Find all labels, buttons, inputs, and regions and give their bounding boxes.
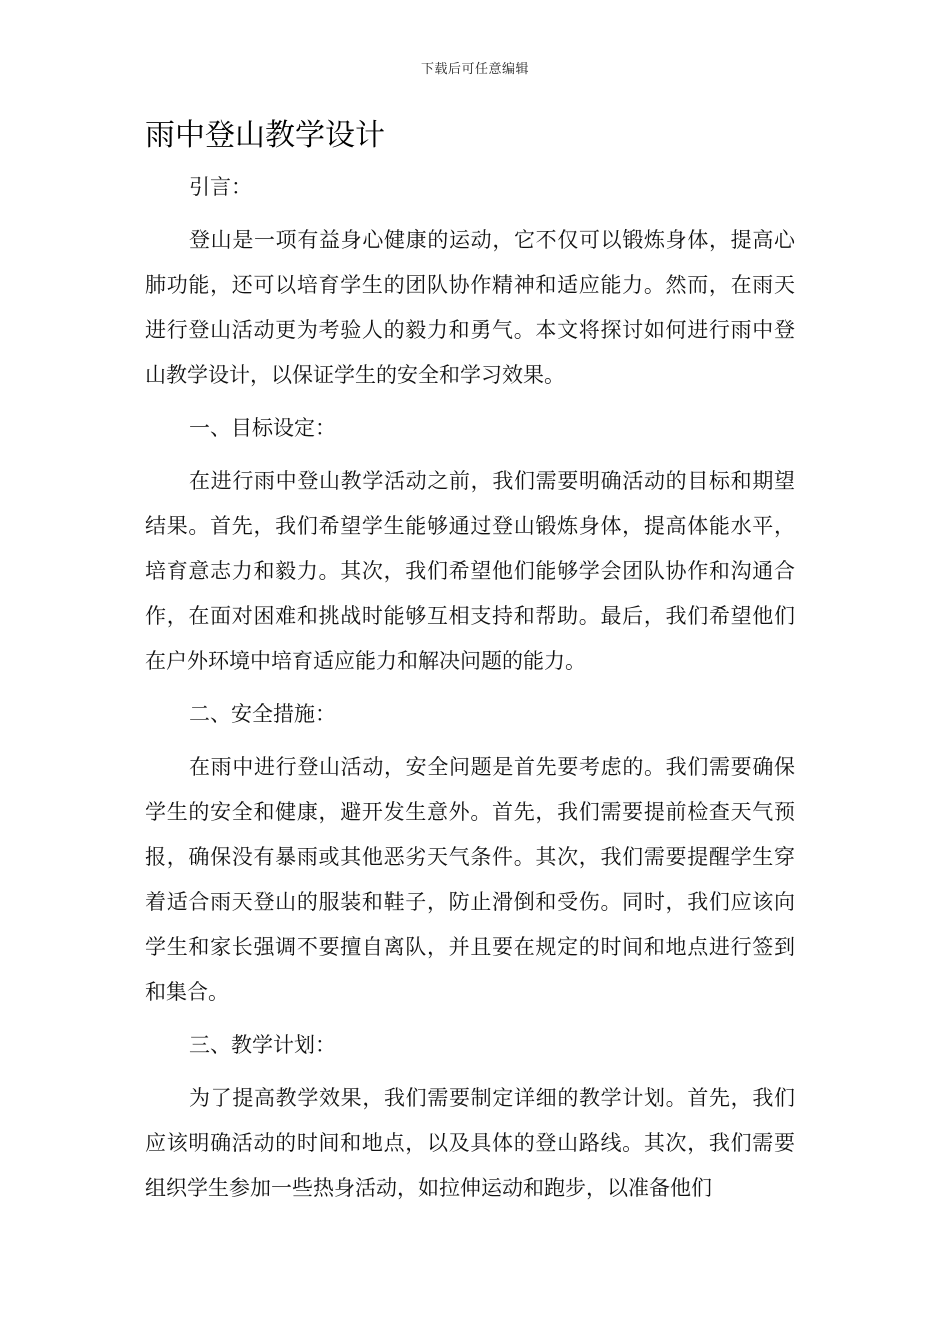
header-note: 下载后可任意编辑 bbox=[420, 62, 529, 77]
section-paragraph-goals: 在进行雨中登山教学活动之前，我们需要明确活动的目标和期望结果。首先，我们希望学生能够通过登山锻炼身体，提高体能水平，培育意志力和毅力。其次，我们希望他们能够学会团队协作和沟通合作，在面对困难和挑战时能够互相支持和帮助。最后，我们希望他们在户外环境中培育适应能力和解决问题的能力。 bbox=[145, 469, 795, 673]
section-paragraph-safety: 在雨中进行登山活动，安全问题是首先要考虑的。我们需要确保学生的安全和健康，避开发生意外。首先，我们需要提前检查天气预报，确保没有暴雨或其他恶劣天气条件。其次，我们需要提醒学生穿着适合雨天登山的服装和鞋子，防止滑倒和受伤。同时，我们应该向学生和家长强调不要擅自离队，并且要在规定的时间和地点进行签到和集合。 bbox=[145, 755, 795, 1004]
section-heading-goals: 一、目标设定： bbox=[189, 416, 336, 440]
section-heading-safety: 二、安全措施： bbox=[189, 702, 336, 726]
section-paragraph-plan: 为了提高教学效果，我们需要制定详细的教学计划。首先，我们应该明确活动的时间和地点，以及具体的登山路线。其次，我们需要组织学生参加一些热身活动，如拉伸运动和跑步，以准备他们 bbox=[145, 1086, 795, 1200]
document-body bbox=[145, 165, 795, 1219]
intro-label: 引言： bbox=[189, 175, 252, 199]
document-title: 雨中登山教学设计 bbox=[145, 118, 385, 153]
section-heading-plan: 三、教学计划： bbox=[189, 1033, 336, 1057]
intro-paragraph: 登山是一项有益身心健康的运动，它不仅可以锻炼身体，提高心肺功能，还可以培育学生的团队协作精神和适应能力。然而，在雨天进行登山活动更为考验人的毅力和勇气。本文将探讨如何进行雨中登山教学设计，以保证学生的安全和学习效果。 bbox=[145, 228, 795, 387]
